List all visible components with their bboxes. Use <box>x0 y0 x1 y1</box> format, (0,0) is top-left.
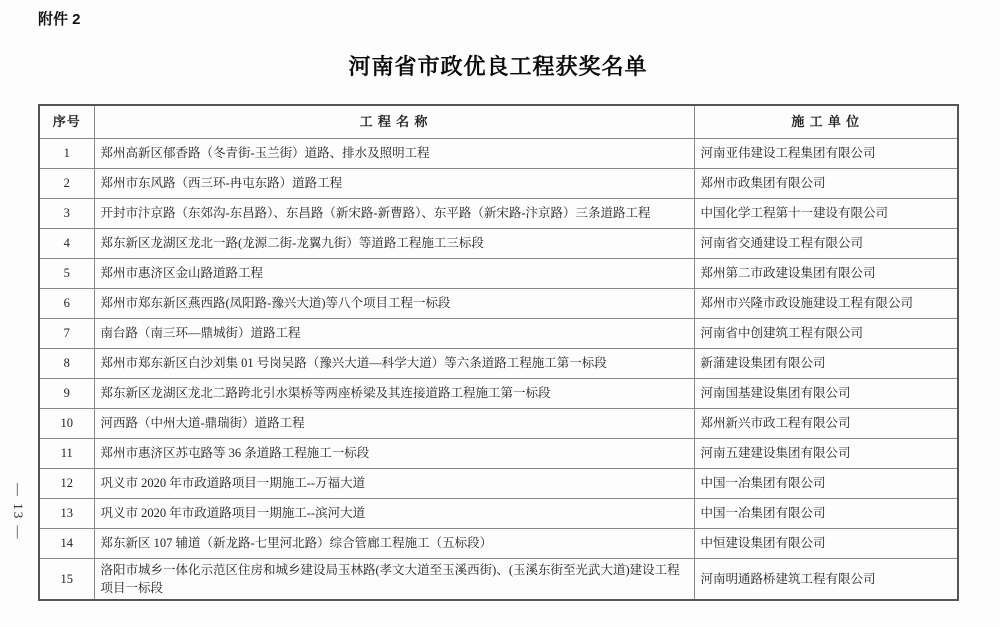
row-number-cell: 5 <box>39 259 94 289</box>
row-number-cell: 6 <box>39 289 94 319</box>
company-cell: 郑州市政集团有限公司 <box>694 169 958 199</box>
project-name-cell: 郑东新区龙湖区龙北二路跨北引水渠桥等两座桥梁及其连接道路工程施工第一标段 <box>94 379 694 409</box>
awards-table <box>38 104 959 601</box>
header-construction-unit: 施 工 单 位 <box>694 105 958 139</box>
company-cell: 中恒建设集团有限公司 <box>694 529 958 559</box>
company-cell: 河南省交通建设工程有限公司 <box>694 229 958 259</box>
table-row <box>39 559 958 601</box>
company-cell: 中国一冶集团有限公司 <box>694 499 958 529</box>
project-name-cell: 洛阳市城乡一体化示范区住房和城乡建设局玉林路(孝文大道至玉溪西街)、(玉溪东街至光武大道)建设工程项目一标段 <box>94 559 694 601</box>
project-name-cell: 郑州市郑东新区白沙刘集 01 号岗吴路（豫兴大道—科学大道）等六条道路工程施工第一标段 <box>94 349 694 379</box>
project-name-cell: 郑东新区龙湖区龙北一路(龙源二街-龙翼九街）等道路工程施工三标段 <box>94 229 694 259</box>
company-cell: 河南亚伟建设工程集团有限公司 <box>694 139 958 169</box>
row-number-cell: 3 <box>39 199 94 229</box>
table-row <box>39 229 958 259</box>
table-row <box>39 199 958 229</box>
row-number-cell: 9 <box>39 379 94 409</box>
company-cell: 郑州第二市政建设集团有限公司 <box>694 259 958 289</box>
table-row <box>39 319 958 349</box>
row-number-cell: 11 <box>39 439 94 469</box>
company-cell: 新蒲建设集团有限公司 <box>694 349 958 379</box>
project-name-cell: 巩义市 2020 年市政道路项目一期施工--滨河大道 <box>94 499 694 529</box>
project-name-cell: 郑州市惠济区金山路道路工程 <box>94 259 694 289</box>
row-number-cell: 13 <box>39 499 94 529</box>
table-row <box>39 379 958 409</box>
table-row <box>39 349 958 379</box>
table-row <box>39 259 958 289</box>
row-number-cell: 15 <box>39 559 94 601</box>
attachment-label: 附件 2 <box>38 11 81 28</box>
company-cell: 郑州市兴隆市政设施建设工程有限公司 <box>694 289 958 319</box>
project-name-cell: 河西路（中州大道-鼎瑞街）道路工程 <box>94 409 694 439</box>
company-cell: 郑州新兴市政工程有限公司 <box>694 409 958 439</box>
table-row <box>39 499 958 529</box>
table-row <box>39 409 958 439</box>
project-name-cell: 郑州高新区郁香路（冬青街-玉兰街）道路、排水及照明工程 <box>94 139 694 169</box>
project-name-cell: 巩义市 2020 年市政道路项目一期施工--万福大道 <box>94 469 694 499</box>
document-title: 河南省市政优良工程获奖名单 <box>348 54 648 79</box>
row-number-cell: 12 <box>39 469 94 499</box>
table-row <box>39 469 958 499</box>
row-number-cell: 1 <box>39 139 94 169</box>
header-serial-number: 序号 <box>39 105 94 139</box>
table-row <box>39 529 958 559</box>
row-number-cell: 10 <box>39 409 94 439</box>
company-cell: 河南省中创建筑工程有限公司 <box>694 319 958 349</box>
header-project-name: 工 程 名 称 <box>94 105 694 139</box>
project-name-cell: 南台路（南三环—鼎城街）道路工程 <box>94 319 694 349</box>
project-name-cell: 开封市汴京路（东郊沟-东昌路）、东昌路（新宋路-新曹路）、东平路（新宋路-汴京路）三条道路工程 <box>94 199 694 229</box>
company-cell: 中国化学工程第十一建设有限公司 <box>694 199 958 229</box>
table-row <box>39 439 958 469</box>
table-row <box>39 169 958 199</box>
page-number: — 13 — <box>11 483 26 541</box>
row-number-cell: 14 <box>39 529 94 559</box>
row-number-cell: 8 <box>39 349 94 379</box>
company-cell: 河南国基建设集团有限公司 <box>694 379 958 409</box>
table-row <box>39 289 958 319</box>
company-cell: 河南五建建设集团有限公司 <box>694 439 958 469</box>
company-cell: 河南明通路桥建筑工程有限公司 <box>694 559 958 601</box>
row-number-cell: 2 <box>39 169 94 199</box>
project-name-cell: 郑州市郑东新区燕西路(凤阳路-豫兴大道)等八个项目工程一标段 <box>94 289 694 319</box>
table-header-row <box>39 105 958 139</box>
project-name-cell: 郑州市惠济区苏屯路等 36 条道路工程施工一标段 <box>94 439 694 469</box>
table-row <box>39 139 958 169</box>
row-number-cell: 7 <box>39 319 94 349</box>
project-name-cell: 郑东新区 107 辅道（新龙路-七里河北路）综合管廊工程施工（五标段） <box>94 529 694 559</box>
company-cell: 中国一冶集团有限公司 <box>694 469 958 499</box>
row-number-cell: 4 <box>39 229 94 259</box>
project-name-cell: 郑州市东风路（西三环-冉屯东路）道路工程 <box>94 169 694 199</box>
